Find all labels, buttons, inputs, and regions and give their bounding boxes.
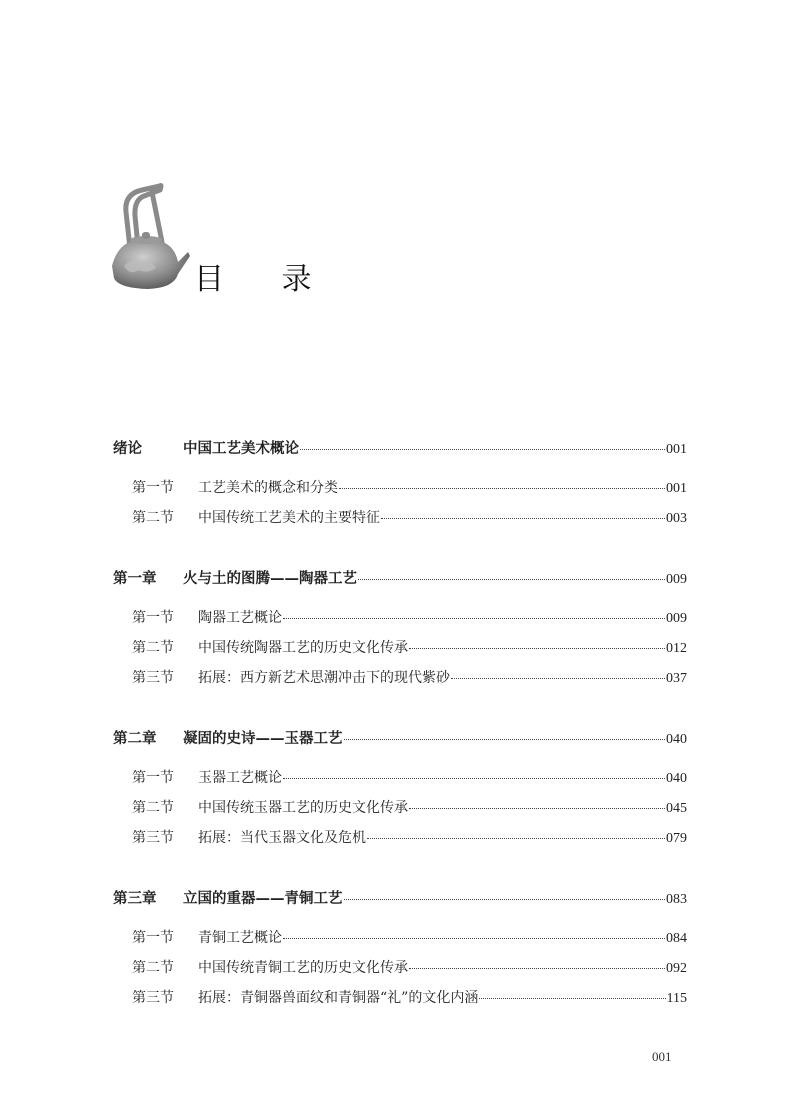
page-number-ref: 009 xyxy=(666,611,687,626)
section-title: 中国传统工艺美术的主要特征 xyxy=(198,510,380,526)
dot-leader xyxy=(339,488,665,489)
section-title: 陶器工艺概论 xyxy=(198,610,282,626)
toc-chapter xyxy=(113,567,687,697)
toc-section-entry[interactable] xyxy=(132,767,687,797)
page-number-ref: 001 xyxy=(666,442,687,457)
toc-chapter-entry[interactable] xyxy=(113,567,687,593)
page-number-ref: 003 xyxy=(666,511,687,526)
page-number-ref: 040 xyxy=(666,732,687,747)
page-number-ref: 040 xyxy=(666,771,687,786)
section-list xyxy=(113,767,687,857)
toc-section-entry[interactable] xyxy=(132,607,687,637)
page-number-ref: 037 xyxy=(666,671,687,686)
dot-leader xyxy=(358,579,665,580)
section-label: 第二节 xyxy=(132,800,174,816)
dot-leader xyxy=(409,968,665,969)
dot-leader xyxy=(344,899,666,900)
section-title: 工艺美术的概念和分类 xyxy=(198,480,338,496)
page-number-ref: 001 xyxy=(666,481,687,496)
toc-section-entry[interactable] xyxy=(132,507,687,537)
section-label: 第一节 xyxy=(132,770,174,786)
section-label: 第一节 xyxy=(132,610,174,626)
chapter-title: 立国的重器——青铜工艺 xyxy=(183,891,343,907)
section-title: 拓展：当代玉器文化及危机 xyxy=(198,830,366,846)
toc-chapter-entry[interactable] xyxy=(113,887,687,913)
dot-leader xyxy=(409,808,665,809)
toc-section-entry[interactable] xyxy=(132,797,687,827)
section-label: 第三节 xyxy=(132,990,174,1006)
page-number-ref: 084 xyxy=(666,931,687,946)
page-number-ref: 083 xyxy=(666,892,687,907)
section-title: 青铜工艺概论 xyxy=(198,930,282,946)
section-title: 中国传统陶器工艺的历史文化传承 xyxy=(198,640,408,656)
page-number-ref: 045 xyxy=(666,801,687,816)
section-title: 中国传统玉器工艺的历史文化传承 xyxy=(198,800,408,816)
section-label: 第二节 xyxy=(132,960,174,976)
toc-section-entry[interactable] xyxy=(132,477,687,507)
toc-section-entry[interactable] xyxy=(132,987,687,1017)
chapter-label: 第三章 xyxy=(113,891,157,907)
dot-leader xyxy=(367,838,665,839)
section-label: 第一节 xyxy=(132,930,174,946)
section-label: 第二节 xyxy=(132,640,174,656)
dot-leader xyxy=(283,618,665,619)
dot-leader xyxy=(409,648,665,649)
toc-chapter-entry[interactable] xyxy=(113,437,687,463)
section-list xyxy=(113,927,687,1017)
chapter-label: 第二章 xyxy=(113,731,157,747)
toc-chapter xyxy=(113,727,687,857)
chapter-title: 中国工艺美术概论 xyxy=(183,441,299,457)
dot-leader xyxy=(479,998,665,999)
teapot-icon xyxy=(108,182,190,297)
page-title: 目 录 xyxy=(194,262,336,297)
section-title: 拓展：青铜器兽面纹和青铜器“礼”的文化内涵 xyxy=(198,990,479,1006)
dot-leader xyxy=(300,449,665,450)
section-title: 中国传统青铜工艺的历史文化传承 xyxy=(198,960,408,976)
section-label: 第三节 xyxy=(132,670,174,686)
page-number-ref: 012 xyxy=(666,641,687,656)
toc-chapter xyxy=(113,887,687,1017)
page-number: 001 xyxy=(652,1049,672,1064)
toc-chapter xyxy=(113,437,687,537)
page-number-ref: 115 xyxy=(666,991,687,1006)
dot-leader xyxy=(451,678,665,679)
section-title: 玉器工艺概论 xyxy=(198,770,282,786)
chapter-title: 火与土的图腾——陶器工艺 xyxy=(183,571,357,587)
dot-leader xyxy=(283,778,665,779)
table-of-contents xyxy=(113,437,687,1047)
toc-header xyxy=(108,182,348,302)
page-number-ref: 092 xyxy=(666,961,687,976)
dot-leader xyxy=(381,518,665,519)
dot-leader xyxy=(344,739,666,740)
section-label: 第一节 xyxy=(132,480,174,496)
section-list xyxy=(113,477,687,537)
section-title: 拓展：西方新艺术思潮冲击下的现代紫砂 xyxy=(198,670,450,686)
chapter-title: 凝固的史诗——玉器工艺 xyxy=(183,731,343,747)
toc-section-entry[interactable] xyxy=(132,637,687,667)
toc-chapter-entry[interactable] xyxy=(113,727,687,753)
page-number-ref: 079 xyxy=(666,831,687,846)
toc-section-entry[interactable] xyxy=(132,667,687,697)
toc-section-entry[interactable] xyxy=(132,827,687,857)
section-list xyxy=(113,607,687,697)
dot-leader xyxy=(283,938,665,939)
section-label: 第二节 xyxy=(132,510,174,526)
chapter-label: 绪论 xyxy=(113,441,142,457)
page-number-ref: 009 xyxy=(666,572,687,587)
section-label: 第三节 xyxy=(132,830,174,846)
toc-section-entry[interactable] xyxy=(132,927,687,957)
toc-section-entry[interactable] xyxy=(132,957,687,987)
chapter-label: 第一章 xyxy=(113,571,157,587)
